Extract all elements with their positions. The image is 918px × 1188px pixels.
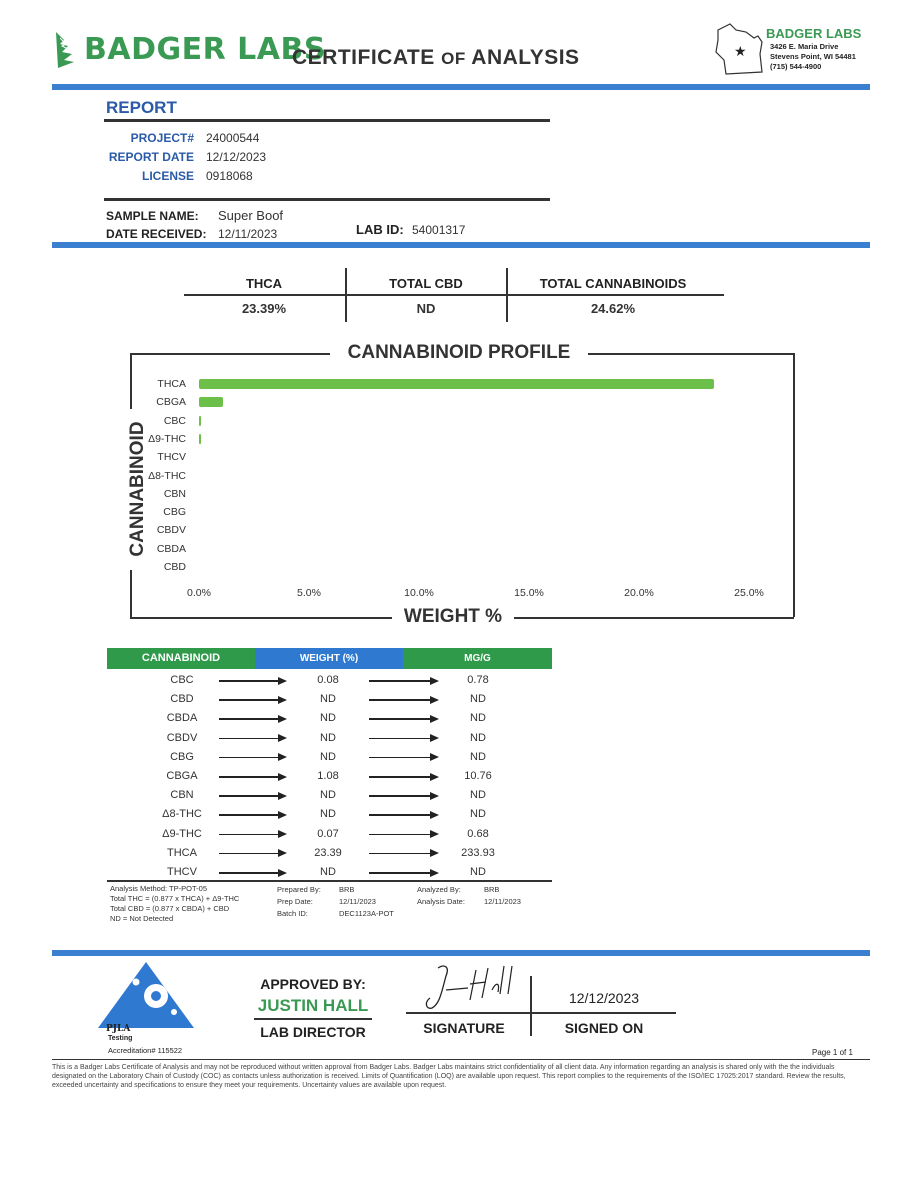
arrow-icon xyxy=(369,872,437,874)
date-received-label: DATE RECEIVED: xyxy=(106,227,207,241)
table-row xyxy=(107,674,552,690)
address-line2: Stevens Point, WI 54481 xyxy=(770,52,856,61)
chart-bar xyxy=(199,379,714,389)
disclaimer: This is a Badger Labs Certificate of Analysis and may not be reproduced without written approval from Badger Labs. Badger Labs maintains strict confidentiality of all client data. Any information regarding an analysis is shared only with the the individuals designated on the Laboratory Chain of Custody (COC) as contacts unless authorization is received. Limits of Quantification (LOQ) are available upon request. This report complies to the requirements of the ISO/IEC 17025:2017 standard. Review the results, exceeded uncertainty and specifications to ensure they meet your requirements. Uncertainty values are available upon request. xyxy=(52,1064,846,1089)
total-cbd-value: ND xyxy=(416,301,436,316)
sample-name-label: SAMPLE NAME: xyxy=(106,209,199,223)
summary-block xyxy=(184,268,724,322)
signature-icon xyxy=(420,962,530,1014)
license-label: LICENSE xyxy=(141,169,194,183)
mg-value: ND xyxy=(470,789,486,802)
cannabinoid-name: THCA xyxy=(167,846,197,859)
chart-category-label: CBG xyxy=(163,506,186,519)
chart-tick-label: 10.0% xyxy=(404,587,434,599)
chart-frame-left-bottom xyxy=(130,570,132,618)
accreditation: Accreditation# 115522 xyxy=(108,1046,183,1055)
chart-tick-label: 25.0% xyxy=(734,587,764,599)
license-value: 0918068 xyxy=(206,169,253,183)
mg-value: ND xyxy=(470,731,486,744)
chart-category-label: THCV xyxy=(157,451,186,464)
chart-bar xyxy=(199,434,201,444)
total-cbd-label: TOTAL CBD xyxy=(389,276,463,291)
footer-rule xyxy=(52,1059,870,1060)
director-role: LAB DIRECTOR xyxy=(260,1024,366,1040)
cannabinoid-name: CBDV xyxy=(166,731,198,744)
arrow-icon xyxy=(369,680,437,682)
batch-id-value: DEC1123A-POT xyxy=(339,909,394,918)
weight-value: 0.07 xyxy=(317,827,339,840)
mg-value: ND xyxy=(470,750,486,763)
total-cannabinoids-label: TOTAL CANNABINOIDS xyxy=(539,276,687,291)
cannabinoid-name: CBG xyxy=(170,750,194,763)
mg-value: 0.68 xyxy=(467,827,489,840)
chart-category-label: Δ9-THC xyxy=(148,432,186,445)
table-row xyxy=(107,732,552,748)
cannabinoid-name: THCV xyxy=(167,866,197,878)
arrow-icon xyxy=(369,718,437,720)
table-row xyxy=(107,770,552,786)
chart-frame-top-left xyxy=(130,353,330,355)
chart-category-label: Δ8-THC xyxy=(148,469,186,482)
chart-category-label: CBD xyxy=(163,561,186,573)
signed-on-label: SIGNED ON xyxy=(564,1020,644,1036)
weight-value: ND xyxy=(320,808,336,821)
analyzed-by-label: Analyzed By: xyxy=(417,885,461,894)
results-table xyxy=(107,648,552,882)
arrow-icon xyxy=(369,757,437,759)
company-block xyxy=(712,20,872,80)
nd-note: ND = Not Detected xyxy=(110,914,174,923)
table-row xyxy=(107,693,552,709)
chart-frame-top-right xyxy=(588,353,794,355)
arrow-icon xyxy=(369,738,437,740)
pjla-text: PJLA xyxy=(106,1024,131,1034)
chart-frame-bottom-left xyxy=(130,617,392,619)
cannabinoid-name: CBGA xyxy=(166,770,198,782)
phone: (715) 544-4900 xyxy=(770,62,822,71)
chart-frame-bottom-right xyxy=(514,617,794,619)
arrow-icon xyxy=(219,795,285,797)
table-header-mg: MG/G xyxy=(403,648,552,669)
chart-frame-right xyxy=(793,353,795,617)
analyzed-by-value: BRB xyxy=(484,885,500,894)
table-header-cannabinoid: CANNABINOID xyxy=(107,648,255,669)
arrow-icon xyxy=(219,853,285,855)
report-rule-bottom xyxy=(104,198,550,201)
prepared-by-label: Prepared By: xyxy=(277,885,321,894)
pjla-triangle-icon xyxy=(96,960,196,1030)
analysis-date-value: 12/11/2023 xyxy=(484,897,521,906)
signature-separator xyxy=(530,976,532,1036)
signature-rule xyxy=(406,1012,676,1014)
report-date-value: 12/12/2023 xyxy=(206,150,267,164)
signed-date: 12/12/2023 xyxy=(568,990,640,1006)
table-row xyxy=(107,712,552,728)
total-cannabinoids-value: 24.62% xyxy=(590,301,636,316)
cannabinoid-name: CBN xyxy=(170,789,194,802)
director-rule xyxy=(254,1018,372,1020)
sample-name-value: Super Boof xyxy=(218,208,284,223)
weight-value: 23.39 xyxy=(314,846,342,859)
pjla-logo xyxy=(96,960,206,1060)
chart-tick-label: 0.0% xyxy=(187,587,211,599)
project-label: PROJECT# xyxy=(130,131,194,145)
mg-value: 233.93 xyxy=(461,846,495,859)
pjla-testing: Testing xyxy=(108,1035,133,1042)
chart-category-label: CBGA xyxy=(156,396,186,409)
thca-value: 23.39% xyxy=(241,301,287,316)
chart-category-label: CBC xyxy=(163,414,186,427)
approval-divider xyxy=(52,950,870,956)
date-received-value: 12/11/2023 xyxy=(218,227,278,241)
address-line1: 3426 E. Maria Drive xyxy=(770,42,839,51)
arrow-icon xyxy=(369,814,437,816)
chart-title: CANNABINOID PROFILE xyxy=(347,342,571,363)
page-number: Page 1 of 1 xyxy=(812,1048,853,1057)
mg-value: ND xyxy=(470,866,486,878)
arrow-icon xyxy=(219,872,285,874)
total-thc-formula: Total THC = (0.877 x THCA) + Δ9-THC xyxy=(110,894,240,903)
arrow-icon xyxy=(219,680,285,682)
weight-value: ND xyxy=(320,712,336,725)
mg-value: ND xyxy=(470,808,486,821)
chart-category-label: CBN xyxy=(163,487,186,500)
badger-logo-icon xyxy=(50,30,82,70)
prep-date-label: Prep Date: xyxy=(277,897,313,906)
chart-xlabel: WEIGHT % xyxy=(403,606,503,627)
batch-id-label: Batch ID: xyxy=(277,909,308,918)
weight-value: ND xyxy=(320,789,336,802)
arrow-icon xyxy=(219,814,285,816)
mg-value: 0.78 xyxy=(467,674,489,686)
arrow-icon xyxy=(219,738,285,740)
report-divider xyxy=(52,242,870,248)
arrow-icon xyxy=(369,834,437,836)
mg-value: 10.76 xyxy=(464,770,492,782)
cannabinoid-name: CBDA xyxy=(166,712,198,725)
summary-rule xyxy=(184,294,724,296)
chart-bar xyxy=(199,397,223,407)
cannabinoid-name: Δ8-THC xyxy=(162,808,202,821)
project-value: 24000544 xyxy=(206,131,260,145)
lab-id-label: LAB ID: xyxy=(356,222,404,237)
chart-category-label: CBDA xyxy=(156,542,186,555)
svg-text:★: ★ xyxy=(734,44,747,60)
table-row xyxy=(107,847,552,863)
chart-category-label: THCA xyxy=(157,378,186,390)
cannabinoid-name: CBC xyxy=(170,674,194,686)
arrow-icon xyxy=(369,699,437,701)
chart-ylabel: CANNABINOID xyxy=(127,421,148,557)
header-divider xyxy=(52,84,870,90)
cannabinoid-name: CBD xyxy=(170,693,194,706)
mg-value: ND xyxy=(470,712,486,725)
director-name: JUSTIN HALL xyxy=(257,996,369,1015)
report-heading: REPORT xyxy=(106,98,177,117)
chart-category-label: CBDV xyxy=(156,524,186,537)
thca-label: THCA xyxy=(245,276,283,291)
weight-value: 0.08 xyxy=(317,674,339,686)
chart-frame-left-top xyxy=(130,353,132,409)
arrow-icon xyxy=(369,795,437,797)
approved-by-label: APPROVED BY: xyxy=(260,976,366,992)
weight-value: 1.08 xyxy=(317,770,339,782)
total-cbd-formula: Total CBD = (0.877 x CBDA) + CBD xyxy=(110,904,230,913)
chart-tick-label: 15.0% xyxy=(514,587,544,599)
weight-value: ND xyxy=(320,731,336,744)
cannabinoid-name: Δ9-THC xyxy=(162,827,202,840)
analysis-method: Analysis Method: TP-POT-05 xyxy=(110,884,207,893)
arrow-icon xyxy=(219,834,285,836)
logo-text: BADGER LABS xyxy=(84,32,326,67)
report-rule-top xyxy=(104,119,550,122)
wisconsin-map-icon xyxy=(712,20,768,78)
arrow-icon xyxy=(219,757,285,759)
arrow-icon xyxy=(369,853,437,855)
prepared-by-value: BRB xyxy=(339,885,355,894)
analysis-block xyxy=(417,884,557,908)
table-row xyxy=(107,808,552,824)
arrow-icon xyxy=(369,776,437,778)
table-row xyxy=(107,751,552,767)
table-row xyxy=(107,789,552,805)
table-bottom-rule xyxy=(107,880,552,882)
chart-bar xyxy=(199,416,201,426)
company-name: BADGER LABS xyxy=(766,26,862,41)
prep-date-value: 12/11/2023 xyxy=(339,897,376,906)
chart-tick-label: 20.0% xyxy=(624,587,654,599)
table-header-weight: WEIGHT (%) xyxy=(255,648,403,669)
analysis-date-label: Analysis Date: xyxy=(417,897,465,906)
mg-value: ND xyxy=(470,693,486,706)
arrow-icon xyxy=(219,776,285,778)
weight-value: ND xyxy=(320,750,336,763)
table-row xyxy=(107,828,552,844)
cannabinoid-chart xyxy=(127,342,796,632)
arrow-icon xyxy=(219,699,285,701)
page-title: CERTIFICATE OF ANALYSIS xyxy=(292,46,580,69)
report-date-label: REPORT DATE xyxy=(108,150,194,164)
prep-block xyxy=(277,884,417,920)
badger-logo xyxy=(50,30,326,74)
arrow-icon xyxy=(219,718,285,720)
signature-label: SIGNATURE xyxy=(423,1020,505,1036)
weight-value: ND xyxy=(320,866,336,878)
notes-block xyxy=(110,884,280,924)
weight-value: ND xyxy=(320,693,336,706)
lab-id-value: 54001317 xyxy=(412,223,466,237)
chart-tick-label: 5.0% xyxy=(297,587,321,599)
